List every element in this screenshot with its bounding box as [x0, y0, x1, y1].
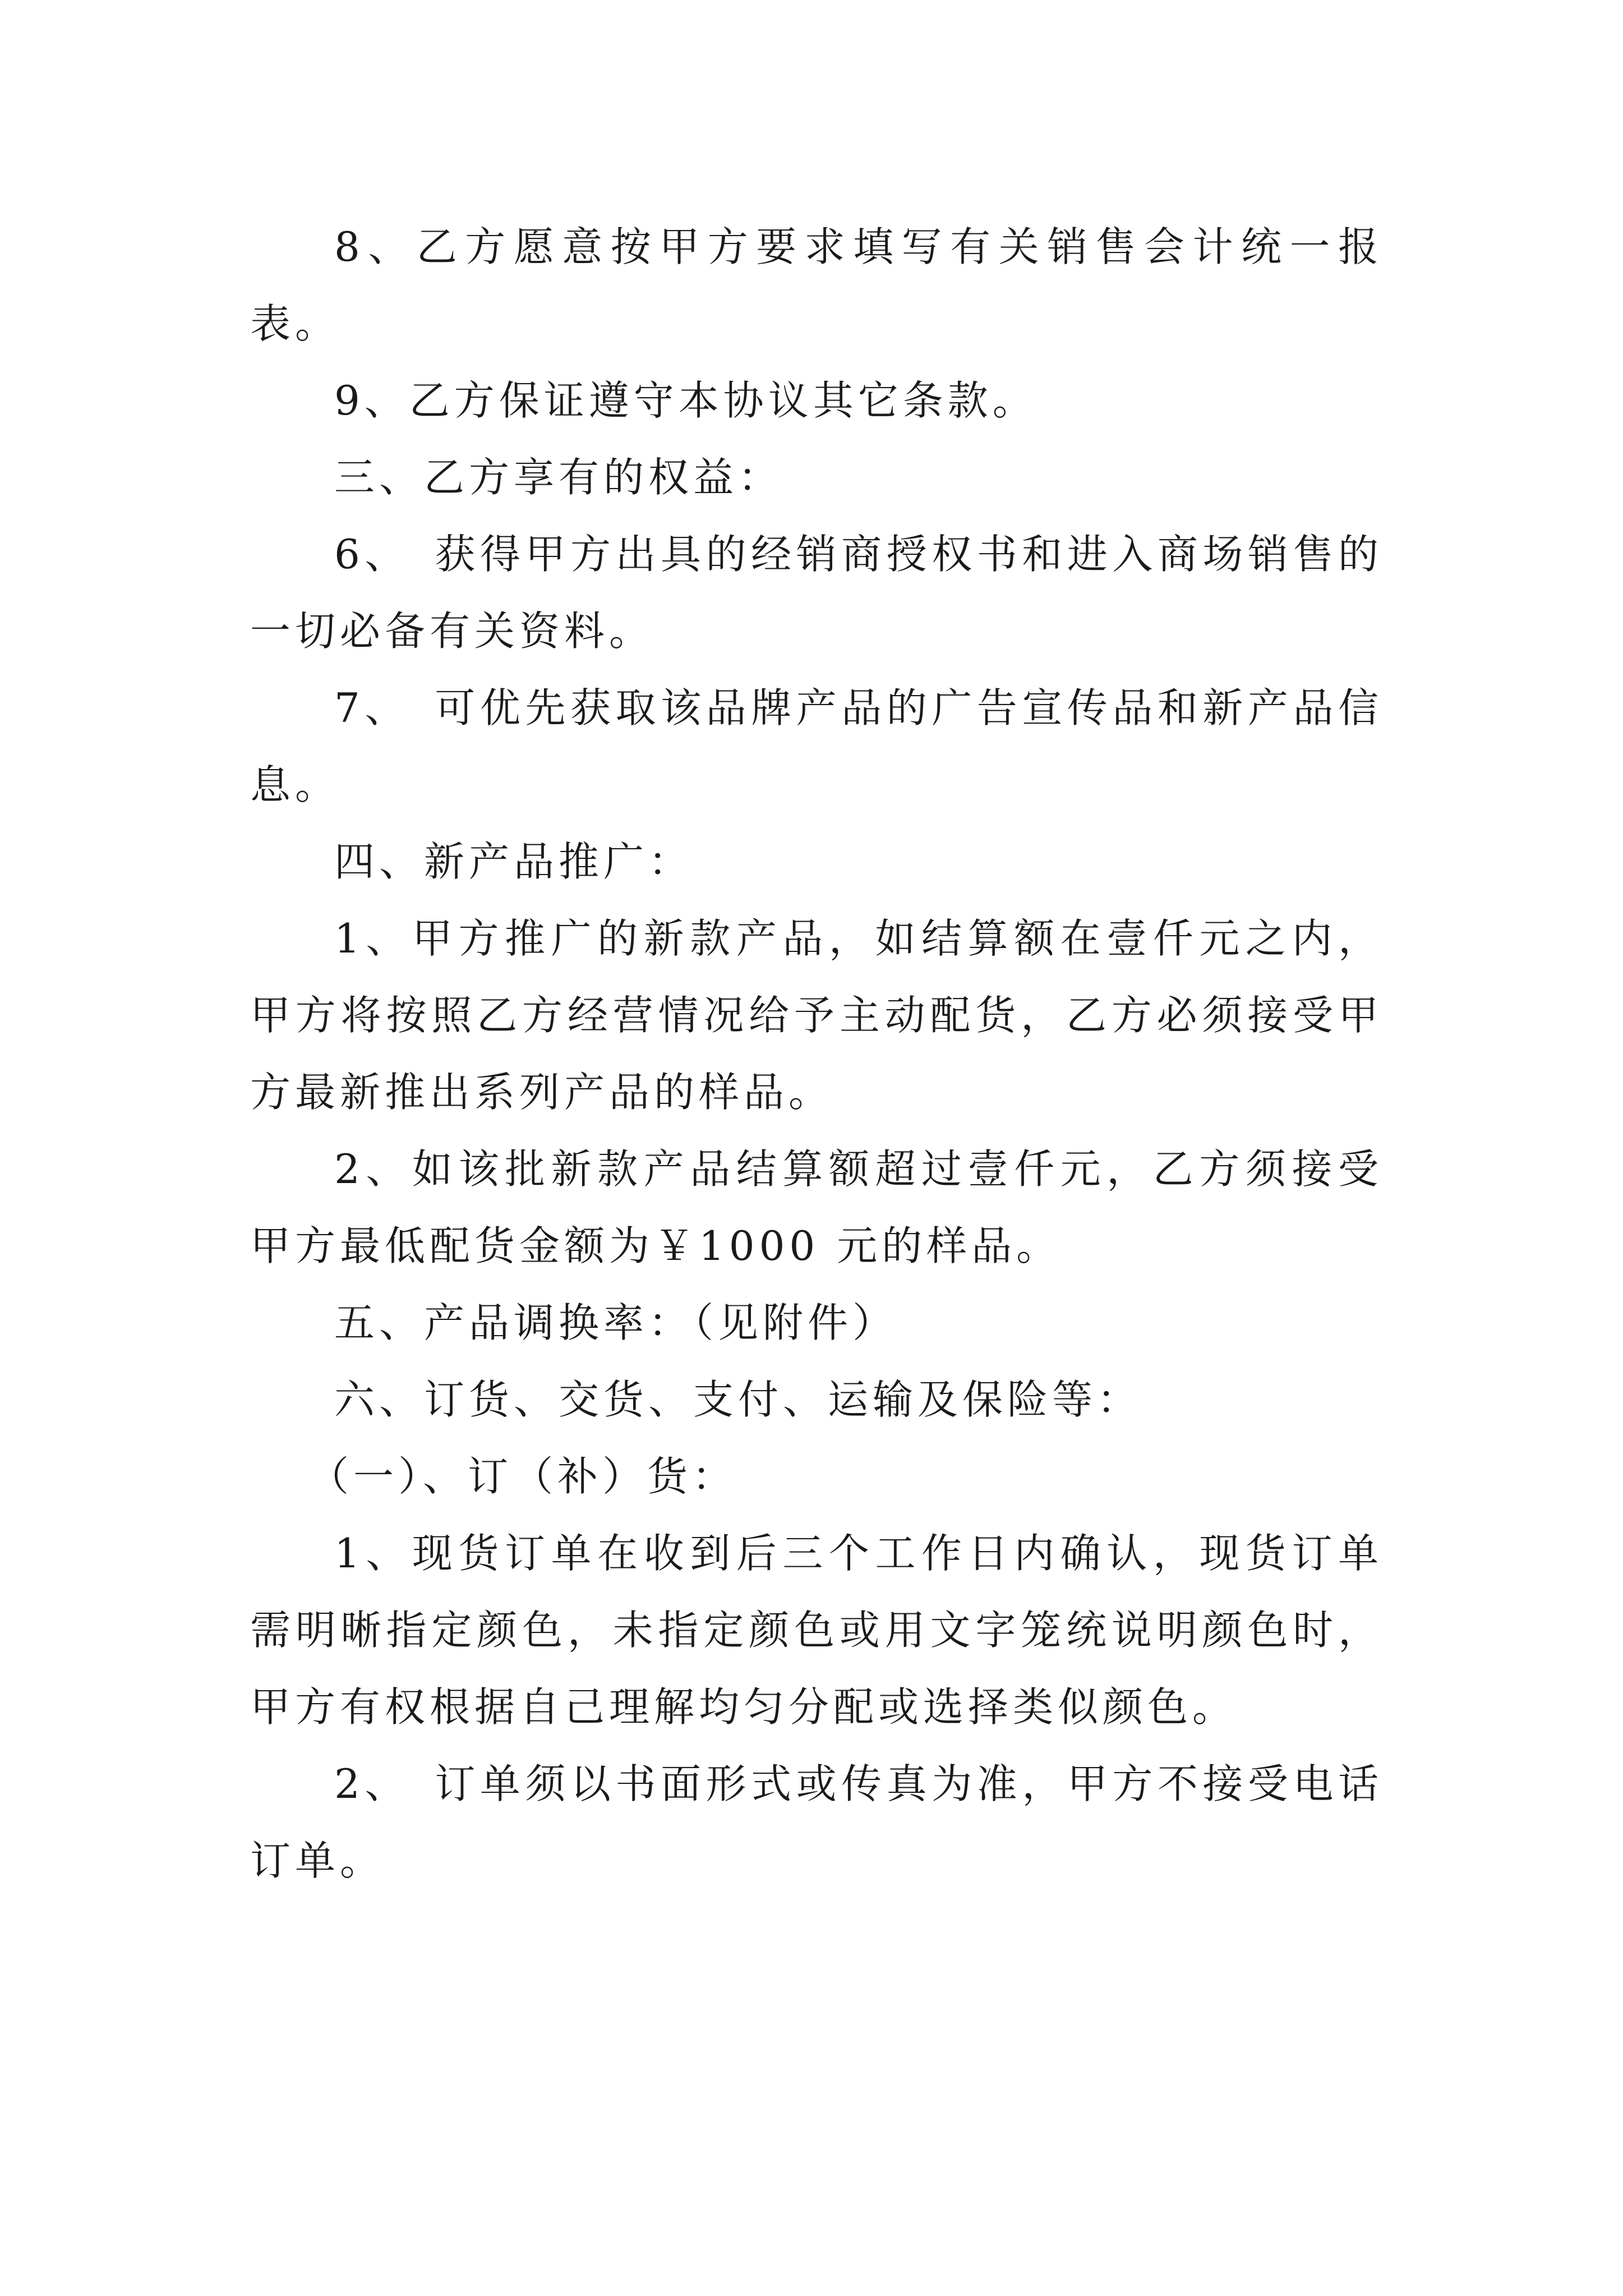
- subsection-heading-1: （一）、订（补）货：: [308, 1453, 737, 1500]
- section-heading-5: 五、产品调换率：（见附件）: [334, 1299, 898, 1346]
- order-clause-1: 1、现货订单在收到后三个工作日内确认，现货订单需明晰指定颜色，未指定颜色或用文字笼统说明颜色时，甲方有权根据自己理解均匀分配或选择类似颜色。: [250, 1530, 1383, 1731]
- order-clause-2: 2、 订单须以书面形式或传真为准，甲方不接受电话订单。: [250, 1760, 1383, 1884]
- promotion-clause-1: 1、甲方推广的新款产品，如结算额在壹仟元之内，甲方将按照乙方经营情况给予主动配货，乙方必须接受甲方最新推出系列产品的样品。: [250, 915, 1383, 1116]
- section-heading-4: 四、新产品推广：: [334, 838, 694, 885]
- promotion-clause-2: 2、如该批新款产品结算额超过壹仟元，乙方须接受甲方最低配货金额为￥1000 元的样品。: [250, 1145, 1383, 1269]
- clause-8: 8、乙方愿意按甲方要求填写有关销售会计统一报表。: [250, 223, 1383, 347]
- rights-clause-6: 6、 获得甲方出具的经销商授权书和进入商场销售的一切必备有关资料。: [250, 531, 1383, 655]
- section-heading-6: 六、订货、交货、支付、运输及保险等：: [334, 1376, 1142, 1423]
- clause-9: 9、乙方保证遵守本协议其它条款。: [334, 377, 1038, 424]
- rights-clause-7: 7、 可优先获取该品牌产品的广告宣传品和新产品信息。: [250, 684, 1383, 808]
- section-heading-3: 三、乙方享有的权益：: [334, 454, 783, 501]
- document-body: [250, 209, 1383, 1899]
